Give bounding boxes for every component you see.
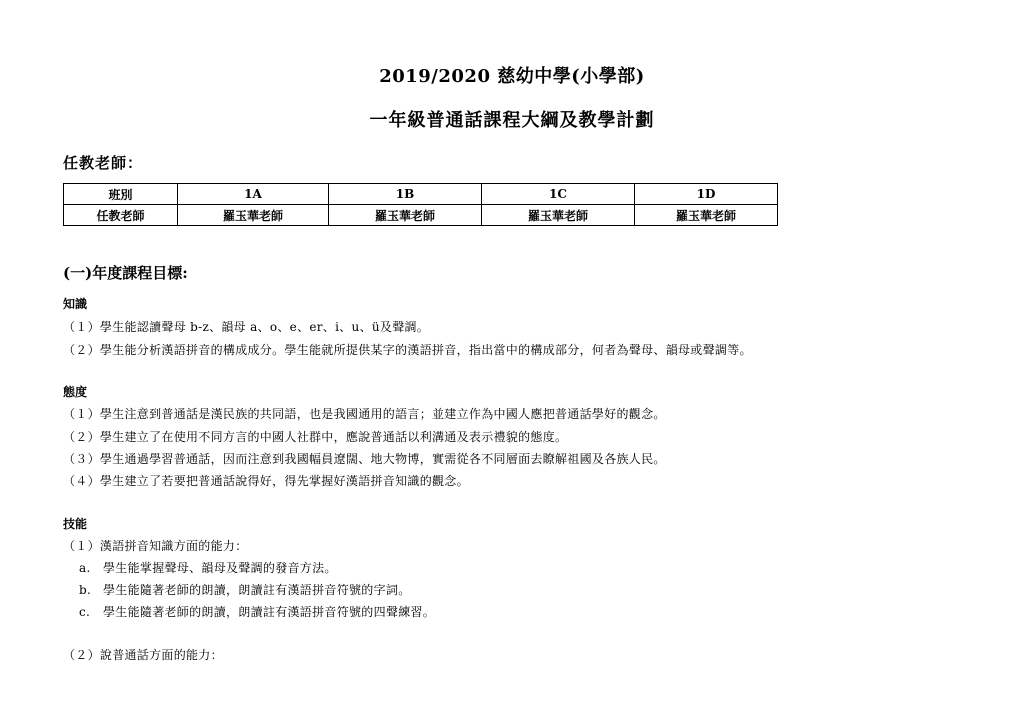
skills-heading: 技能 [63, 517, 88, 531]
table-cell: 1C [482, 184, 635, 205]
class-teacher-table [63, 183, 778, 226]
skills-item [79, 581, 411, 598]
document-title: 2019/2020 慈幼中學(小學部) [379, 66, 645, 87]
table-cell: 1A [178, 184, 329, 205]
table-row [64, 205, 778, 226]
skills-item [79, 603, 435, 620]
attitude-line: （４）學生建立了若要把普通話說得好，得先掌握好漢語拼音知識的觀念。 [63, 474, 469, 488]
table-cell: 羅玉華老師 [482, 205, 635, 226]
skills-item-text: 學生能隨著老師的朗讀，朗讀註有漢語拼音符號的字詞。 [103, 583, 411, 597]
attitude-line: （３）學生通過學習普通話，因而注意到我國幅員遼闊、地大物博，實需從各不同層面去瞭解祖國及各族人民。 [63, 452, 666, 466]
skills-item-text: 學生能隨著老師的朗讀，朗讀註有漢語拼音符號的四聲練習。 [103, 605, 436, 619]
section-heading: (一)年度課程目標: [63, 264, 188, 282]
knowledge-heading: 知識 [63, 297, 88, 311]
table-header-row [64, 184, 778, 205]
skills-item-text: 學生能掌握聲母、韻母及聲調的發音方法。 [103, 561, 337, 575]
table-cell: 羅玉華老師 [329, 205, 482, 226]
table-cell: 任教老師 [64, 205, 178, 226]
table-cell: 1B [329, 184, 482, 205]
skills-item-marker: c. [79, 605, 91, 619]
teachers-label: 任教老師： [63, 154, 144, 172]
skills-intro: （１）漢語拼音知識方面的能力： [63, 539, 248, 553]
skills-item-marker: a. [79, 561, 91, 575]
attitude-line: （１）學生注意到普通話是漢民族的共同語，也是我國通用的語言；並建立作為中國人應把普通話學好的觀念。 [63, 407, 666, 421]
skills-item [79, 559, 337, 576]
skills-next-heading: （２）說普通話方面的能力： [63, 648, 223, 662]
knowledge-line: （１）學生能認讀聲母 b-z、韻母 a、o、e、er、i、u、ü及聲調。 [63, 320, 430, 334]
knowledge-line: （２）學生能分析漢語拼音的構成成分。學生能就所提供某字的漢語拼音，指出當中的構成部分，何者為聲母、韻母或聲調等。 [63, 343, 752, 357]
table-cell: 1D [635, 184, 778, 205]
document-subtitle: 一年級普通話課程大綱及教學計劃 [369, 110, 655, 131]
table-cell: 班別 [64, 184, 178, 205]
table-cell: 羅玉華老師 [635, 205, 778, 226]
attitude-heading: 態度 [63, 385, 88, 399]
table-cell: 羅玉華老師 [178, 205, 329, 226]
skills-item-marker: b. [79, 583, 92, 597]
attitude-line: （２）學生建立了在使用不同方言的中國人社群中，應說普通話以利溝通及表示禮貌的態度。 [63, 430, 568, 444]
